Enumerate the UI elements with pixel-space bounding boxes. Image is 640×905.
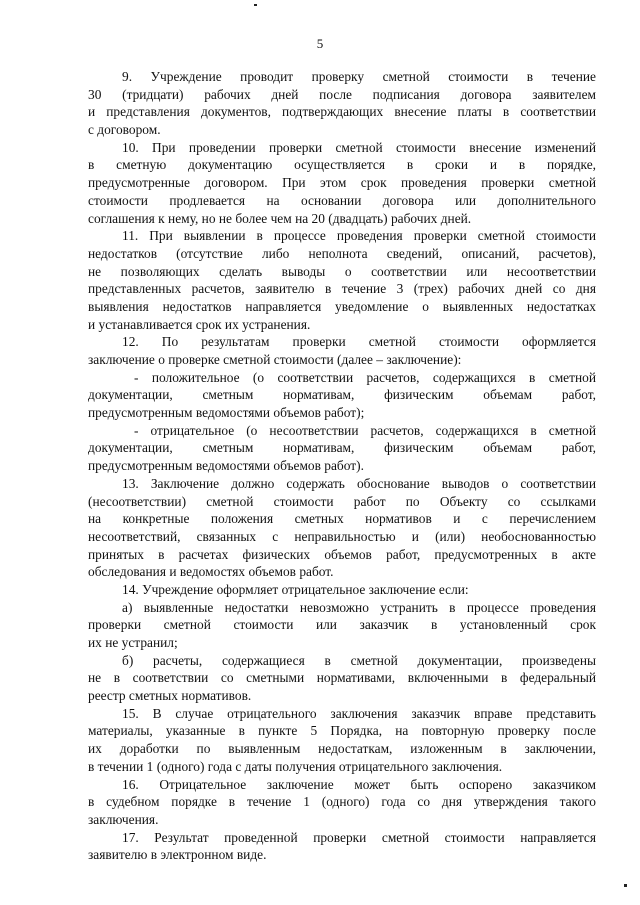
text-line: стоимости продлевается на основании договора или дополнительного [88, 192, 596, 208]
text-line: несоответствий, связанных с неправильностью и (или) необоснованностью [88, 528, 596, 544]
text-line: в судебном порядке в течение 1 (одного) года со дня утверждения такого [88, 794, 596, 810]
text-line: недостатков (отсутствие либо неполнота сведений, описаний, расчетов), [88, 245, 596, 261]
paragraph-p12 [88, 333, 596, 368]
text-line: представленных расчетов, заявителю в течение 3 (трех) рабочих дней со дня [88, 281, 596, 297]
text-line: 10. При проведении проверки сметной стоимости внесение изменений [122, 139, 596, 155]
paragraph-p12b [88, 422, 596, 475]
text-line: материалы, указанные в пункте 5 Порядка, на повторную проверку после [88, 723, 596, 739]
paragraph-p9 [88, 68, 596, 139]
paragraph-p17 [88, 829, 596, 864]
text-line: предусмотренные договором. При этом срок проведения проверки сметной [88, 175, 596, 191]
text-line: 30 (тридцати) рабочих дней после подписания договора заявителем [88, 86, 596, 102]
paragraph-p14 [88, 581, 596, 599]
text-line: б) расчеты, содержащиеся в сметной документации, произведены [122, 652, 596, 668]
text-line: обследования и ведомостях объемов работ. [88, 564, 334, 580]
paragraph-p16 [88, 776, 596, 829]
paragraph-p13 [88, 475, 596, 581]
text-line: 12. По результатам проверки сметной стоимости оформляется [122, 334, 596, 350]
text-line: а) выявленные недостатки невозможно устранить в процессе проведения [122, 599, 596, 615]
text-line: соглашения к нему, но не более чем на 20 (двадцать) рабочих дней. [88, 210, 472, 226]
text-line: 13. Заключение должно содержать обоснование выводов о соответствии [122, 475, 596, 491]
text-line: - положительное (о соответствии расчетов, содержащихся в сметной [134, 369, 596, 385]
text-line: 14. Учреждение оформляет отрицательное заключение если: [122, 581, 469, 597]
paragraph-p10 [88, 139, 596, 227]
paragraph-p12a [88, 369, 596, 422]
page-number: 5 [316, 36, 324, 51]
text-line: не в соответствии со сметными нормативами, включенными в федеральный [88, 670, 596, 686]
paragraph-p14a [88, 599, 596, 652]
text-line: 17. Результат проведенной проверки сметной стоимости направляется [122, 829, 596, 845]
paragraph-p15 [88, 705, 596, 776]
text-line: предусмотренным ведомостями объемов работ). [88, 458, 364, 474]
text-line: документации, сметным нормативам, физическим объемам работ, [88, 387, 596, 403]
paragraph-p14b [88, 652, 596, 705]
text-line: на конкретные положения сметных нормативов и с перечислением [88, 511, 596, 527]
text-line: заключения. [88, 811, 159, 827]
text-line: 15. В случае отрицательного заключения заказчик вправе представить [122, 705, 596, 721]
document-body [88, 68, 596, 864]
text-line: с договором. [88, 122, 161, 138]
text-line: выявления недостатков направляется уведомление о выявленных недостатках [88, 298, 596, 314]
text-line: реестр сметных нормативов. [88, 688, 252, 704]
text-line: заключение о проверке сметной стоимости (далее – заключение): [88, 352, 462, 367]
text-line: документации, сметным нормативам, физическим объемам работ, [88, 440, 596, 456]
text-line: проверки сметной стоимости или заказчик в установленный срок [88, 617, 596, 633]
text-line: не позволяющих сделать выводы о соответствии или несоответствии [88, 263, 596, 279]
paragraph-p11 [88, 227, 596, 333]
text-line: 16. Отрицательное заключение может быть оспорено заказчиком [122, 776, 596, 792]
text-line: принятых в расчетах физических объемов работ, предусмотренных в акте [88, 546, 596, 562]
text-line: в течении 1 (одного) года с даты получения отрицательного заключения. [88, 758, 503, 774]
text-line: их не устранил; [88, 635, 178, 650]
text-line: в сметную документацию осуществляется в сроки и в порядке, [88, 157, 596, 173]
text-line: 11. При выявлении в процессе проведения проверки сметной стоимости [122, 228, 596, 244]
text-line: - отрицательное (о несоответствии расчетов, содержащихся в сметной [134, 422, 596, 438]
text-line: их доработки по выявленным недостаткам, изложенным в заключении, [88, 741, 596, 757]
text-line: предусмотренным ведомостями объемов работ); [88, 405, 365, 421]
text-line: и устанавливается срок их устранения. [88, 316, 311, 332]
text-line: 9. Учреждение проводит проверку сметной стоимости в течение [122, 69, 596, 84]
text-line: (несоответствии) сметной стоимости работ по Объекту со ссылками [88, 493, 596, 509]
text-line: заявителю в электронном виде. [88, 847, 267, 863]
text-line: и представления документов, подтверждающих внесение платы в соответствии [88, 104, 596, 120]
